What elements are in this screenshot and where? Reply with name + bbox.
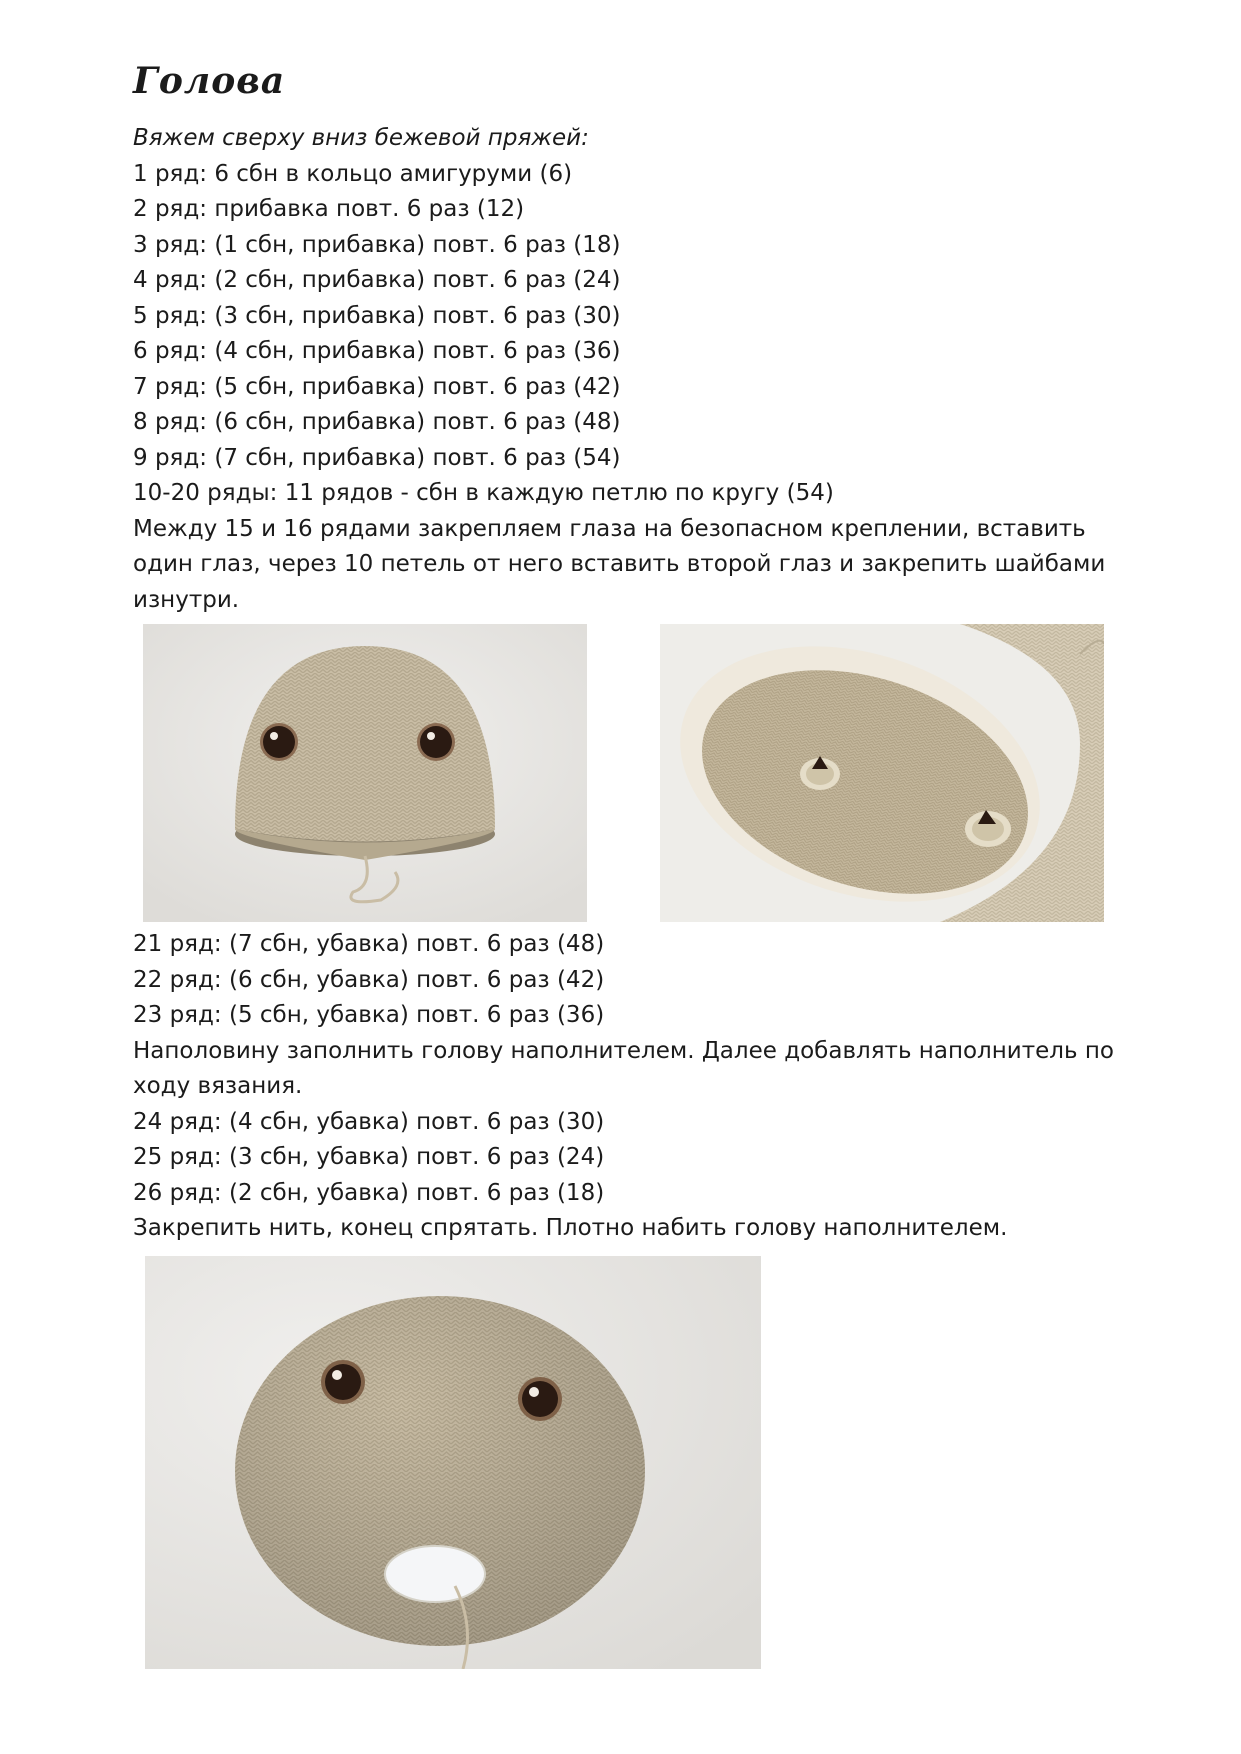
row-21: 21 ряд: (7 сбн, убавка) повт. 6 раз (48) <box>133 931 605 957</box>
closing-note: Закрепить нить, конец спрятать. Плотно набить голову наполнителем. <box>133 1215 1008 1241</box>
row-25: 25 ряд: (3 сбн, убавка) повт. 6 раз (24) <box>133 1144 605 1170</box>
row-7: 7 ряд: (5 сбн, прибавка) повт. 6 раз (42) <box>133 373 621 400</box>
row-1: 1 ряд: 6 сбн в кольцо амигуруми (6) <box>133 160 573 187</box>
row-26: 26 ряд: (2 сбн, убавка) повт. 6 раз (18) <box>133 1179 605 1206</box>
row-23: 23 ряд: (5 сбн, убавка) повт. 6 раз (36) <box>133 1002 605 1028</box>
row-4: 4 ряд: (2 сбн, прибавка) повт. 6 раз (24) <box>133 267 621 293</box>
instructions-block-1 <box>133 121 1143 618</box>
instructions-block-2 <box>133 927 1143 1247</box>
photo-head-stuffed <box>145 1256 761 1669</box>
eyes-note: Между 15 и 16 рядами закрепляем глаза на безопасном креплении, вставить один глаз, через 10 петель от него вставить второй глаз и закрепить шайбами изнутри. <box>133 515 1106 613</box>
stuffing-note: Наполовину заполнить голову наполнителем. Далее добавлять наполнитель по ходу вязания. <box>133 1037 1114 1099</box>
photo-head-inside-washers <box>660 624 1104 922</box>
page-title: Голова <box>133 60 286 102</box>
row-9: 9 ряд: (7 сбн, прибавка) повт. 6 раз (54) <box>133 444 621 471</box>
section-subtitle: Вяжем сверху вниз бежевой пряжей: <box>133 125 589 151</box>
row-8: 8 ряд: (6 сбн, прибавка) повт. 6 раз (48) <box>133 409 621 435</box>
row-24: 24 ряд: (4 сбн, убавка) повт. 6 раз (30) <box>133 1108 605 1135</box>
rows-10-20: 10-20 ряды: 11 рядов - сбн в каждую петлю по кругу (54) <box>133 480 834 506</box>
row-2: 2 ряд: прибавка повт. 6 раз (12) <box>133 196 525 222</box>
row-3: 3 ряд: (1 сбн, прибавка) повт. 6 раз (18) <box>133 231 621 258</box>
row-6: 6 ряд: (4 сбн, прибавка) повт. 6 раз (36) <box>133 338 621 364</box>
photo-head-half-front <box>143 624 587 922</box>
row-22: 22 ряд: (6 сбн, убавка) повт. 6 раз (42) <box>133 966 605 993</box>
row-5: 5 ряд: (3 сбн, прибавка) повт. 6 раз (30) <box>133 302 621 329</box>
